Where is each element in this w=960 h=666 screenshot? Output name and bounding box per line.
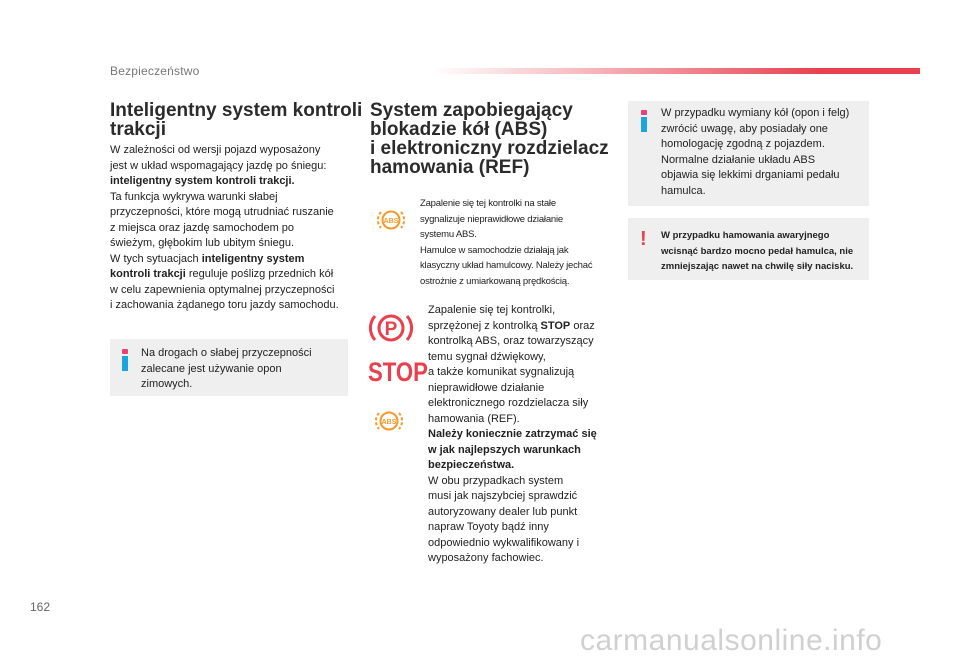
info-icon: [122, 349, 128, 371]
text-line: napraw Toyoty bądź inny: [428, 521, 549, 533]
text-line: autoryzowany dealer lub punkt: [428, 505, 578, 518]
text-line: zimowych.: [141, 378, 193, 390]
page-number: 162: [30, 600, 51, 614]
text-run: sprzężonej z kontrolką: [428, 319, 541, 332]
text-line: inteligentny system kontroli trakcji.: [110, 175, 295, 187]
text-run: W tych sytuacjach: [110, 252, 202, 265]
text-run-bold: STOP: [540, 319, 571, 332]
text-line: Normalne działanie układu ABS: [661, 153, 816, 166]
text-line: nieprawidłowe działanie: [428, 381, 545, 394]
abs-ref-title: [370, 101, 615, 177]
text-line: musi jak najszybciej sprawdzić: [428, 490, 578, 502]
warning-exclamation-icon: !: [640, 228, 647, 250]
title-line: blokadzie kół (ABS): [370, 119, 548, 140]
text-line: w jak najlepszych warunkach: [428, 443, 581, 456]
text-line: klasyczny układ hamulcowy. Należy jechać: [420, 260, 593, 271]
text-line: W obu przypadkach system: [428, 474, 564, 487]
traction-control-title: [110, 100, 363, 140]
text-line: sygnalizuje nieprawidłowe działanie: [420, 213, 563, 225]
emergency-braking-warning-box: [628, 218, 869, 280]
winter-tyres-info-box: [110, 339, 348, 396]
traction-control-paragraph: [110, 143, 355, 314]
text-line: Hamulce w samochodzie działają jak: [420, 244, 569, 256]
text-line: i zachowania żądanego toru jazdy samochodu.: [110, 299, 339, 311]
wheel-replacement-info-box: [628, 101, 869, 206]
text-line: z miejsca oraz jazdę samochodem po: [110, 221, 295, 234]
text-line: zalecane jest używanie opon: [141, 362, 282, 375]
title-line: i elektroniczny rozdzielacz: [370, 138, 609, 159]
text-line: Zapalenie się tej kontrolki,: [428, 304, 556, 316]
text-line: elektronicznego rozdzielacza siły: [428, 397, 589, 409]
text-line: [428, 319, 618, 335]
stop-warning-icon: STOP: [368, 357, 428, 387]
section-title: Bezpieczeństwo: [110, 64, 200, 78]
warning-box-text: [661, 228, 853, 275]
text-line: bezpieczeństwa.: [428, 459, 515, 471]
info-box-text: [141, 346, 312, 393]
text-line: a także komunikat sygnalizują: [428, 366, 575, 378]
text-line: W przypadku hamowania awaryjnego: [661, 230, 830, 241]
text-line: [110, 252, 355, 268]
text-line: wyposażony fachowiec.: [428, 552, 544, 564]
text-line: ostrożnie z umiarkowaną prędkością.: [420, 275, 570, 287]
text-run: oraz: [570, 319, 595, 332]
text-line: homologację zgodną z pojazdem.: [661, 138, 825, 150]
text-line: objawia się lekkimi drganiami pedału: [661, 169, 840, 181]
text-run: reguluje poślizg przednich kół: [185, 268, 334, 280]
text-run-bold: kontroli trakcji: [110, 268, 186, 280]
title-line: trakcji: [110, 119, 166, 140]
text-line: kontrolką ABS, oraz towarzyszący: [428, 335, 594, 347]
header-accent-rule: [430, 68, 920, 74]
brake-p-warning-icon: [368, 310, 414, 346]
text-line: W zależności od wersji pojazd wyposażony: [110, 144, 321, 156]
text-line: W przypadku wymiany kół (opon i felg): [661, 107, 850, 119]
text-line: systemu ABS.: [420, 229, 477, 240]
text-line: Należy koniecznie zatrzymać się: [428, 428, 597, 440]
p-icon-label: P: [384, 319, 398, 340]
text-run-bold: inteligentny system: [201, 252, 305, 265]
text-line: Na drogach o słabej przyczepności: [141, 347, 312, 359]
abs-icon-label: ABS: [383, 218, 399, 225]
text-line: wcisnąć bardzo mocno pedał hamulca, nie: [661, 245, 854, 257]
text-line: zmniejszając nawet na chwilę siły nacisku.: [661, 261, 854, 272]
info-box-text: [661, 106, 849, 199]
text-line: hamowania (REF).: [428, 412, 520, 425]
text-line: Zapalenie się tej kontrolki na stałe: [420, 198, 556, 209]
abs-warning-icon: [376, 208, 406, 232]
title-line: System zapobiegający: [370, 100, 573, 121]
text-line: hamulca.: [661, 184, 706, 197]
text-line: [110, 267, 355, 283]
title-line: Inteligentny system kontroli: [110, 100, 363, 121]
title-line: hamowania (REF): [370, 157, 530, 178]
text-line: w celu zapewnienia optymalnej przyczepności: [110, 283, 335, 296]
abs-icon-label: ABS: [381, 419, 397, 426]
abs-warning-icon-secondary: [374, 409, 404, 433]
watermark: carmanualsonline.info: [580, 624, 883, 657]
text-line: świeżym, głębokim lub ubitym śniegu.: [110, 237, 295, 249]
text-line: temu sygnał dźwiękowy,: [428, 350, 546, 363]
abs-warning-description: [420, 196, 592, 289]
text-line: jest w układ wspomagający jazdę po śniegu:: [110, 159, 327, 172]
info-icon: [641, 110, 647, 132]
text-line: odpowiednio wykwalifikowany i: [428, 536, 580, 549]
text-line: zwrócić uwagę, aby posiadały one: [661, 122, 828, 135]
ref-fault-paragraph: [428, 303, 618, 567]
text-line: przyczepności, które mogą utrudniać ruszanie: [110, 206, 334, 218]
text-line: Ta funkcja wykrywa warunki słabej: [110, 190, 278, 203]
